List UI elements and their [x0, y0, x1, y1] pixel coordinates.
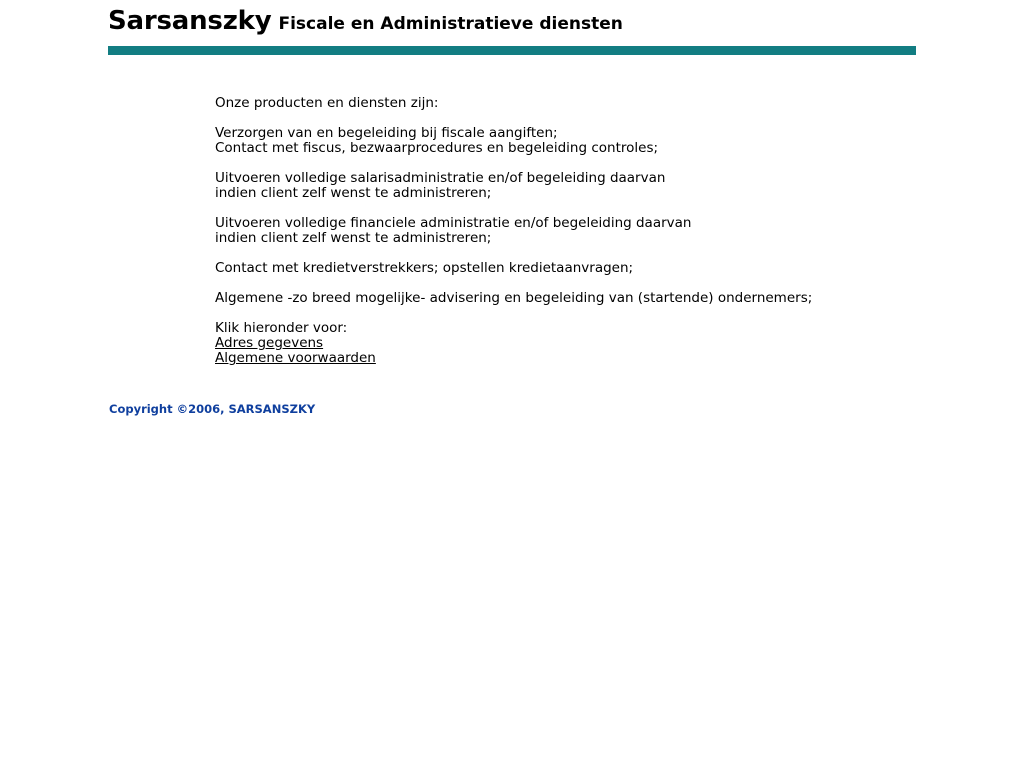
link-adres-gegevens[interactable]: Adres gegevens: [215, 335, 324, 351]
links-intro: Klik hieronder voor:: [215, 320, 348, 336]
service-line: indien client zelf wenst te administreren;: [215, 230, 492, 246]
service-paragraph: [215, 216, 915, 246]
service-line: Contact met kredietverstrekkers; opstellen kredietaanvragen;: [215, 260, 634, 276]
brand-tagline: Fiscale en Administratieve diensten: [278, 14, 623, 34]
service-line: Contact met fiscus, bezwaarprocedures en begeleiding controles;: [215, 140, 659, 156]
service-line: Uitvoeren volledige financiele administratie en/of begeleiding daarvan: [215, 215, 692, 231]
site-header: [108, 8, 918, 34]
service-paragraph: [215, 261, 915, 276]
service-line: Uitvoeren volledige salarisadministratie en/of begeleiding daarvan: [215, 170, 666, 186]
brand-name: Sarsanszky: [108, 6, 272, 36]
service-line: indien client zelf wenst te administreren;: [215, 185, 492, 201]
intro-paragraph: [215, 96, 915, 111]
header-title-line: [108, 8, 918, 34]
links-section: [215, 321, 915, 366]
service-paragraph: [215, 171, 915, 201]
intro-line: Onze producten en diensten zijn:: [215, 95, 439, 111]
link-algemene-voorwaarden[interactable]: Algemene voorwaarden: [215, 350, 376, 366]
service-paragraph: [215, 126, 915, 156]
main-content: [215, 96, 915, 366]
copyright-footer: Copyright ©2006, SARSANSZKY: [109, 402, 316, 416]
service-paragraph: [215, 291, 915, 306]
header-divider-bar: [108, 46, 916, 55]
service-line: Algemene -zo breed mogelijke- advisering en begeleiding van (startende) ondernemers;: [215, 290, 813, 306]
service-line: Verzorgen van en begeleiding bij fiscale aangiften;: [215, 125, 558, 141]
